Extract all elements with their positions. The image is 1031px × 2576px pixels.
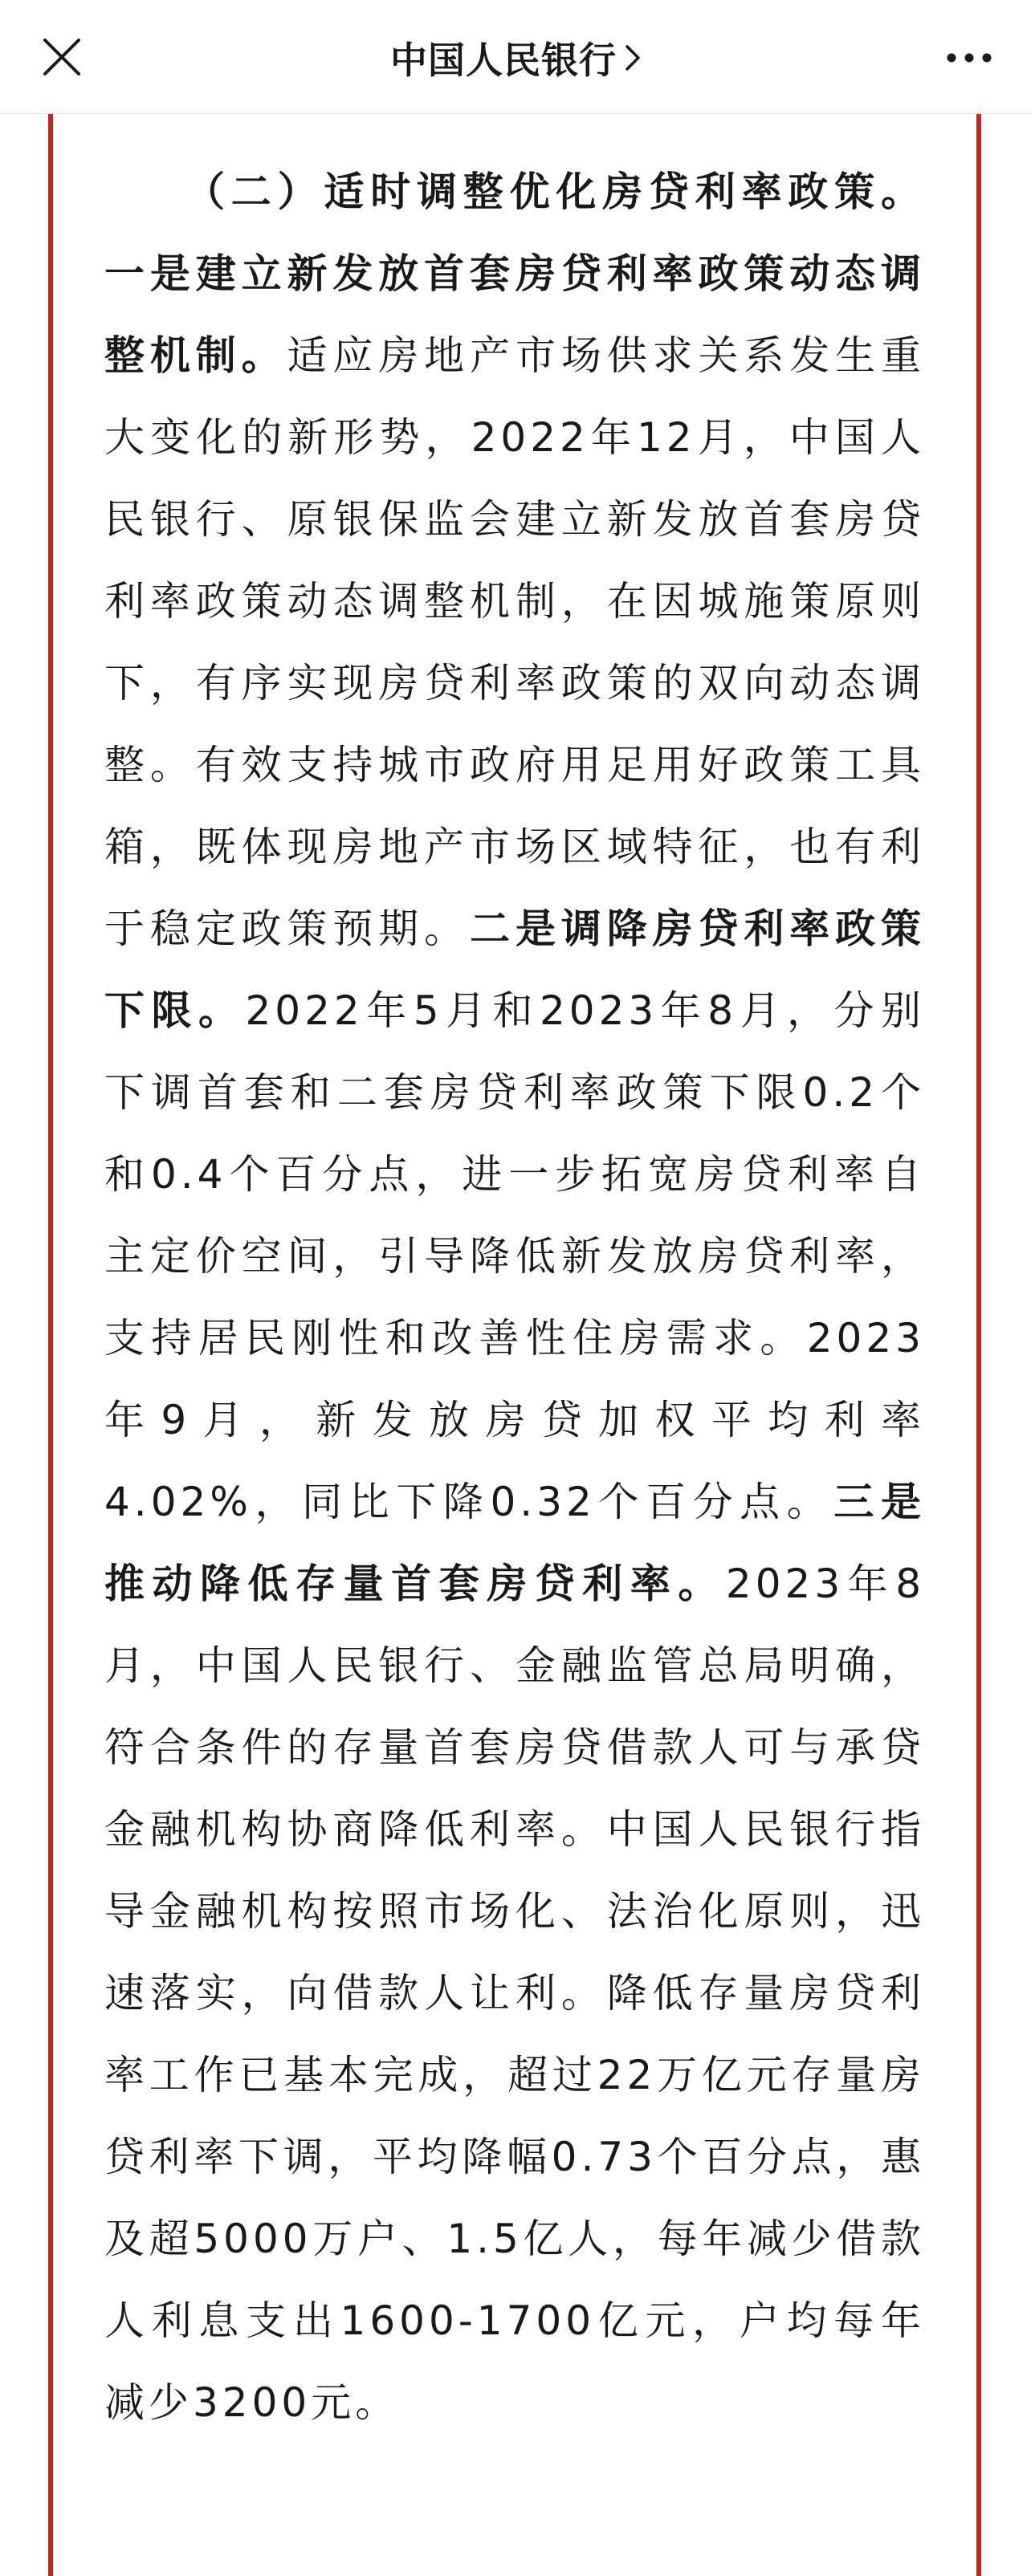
- more-options-button[interactable]: [944, 42, 994, 74]
- account-title: 中国人民银行: [390, 39, 617, 82]
- top-nav-bar: [0, 0, 1031, 114]
- article-paragraph: [104, 151, 925, 2444]
- body-text: 2023年8月，中国人民银行、金融监管总局明确，符合条件的存量首套房贷借款人可与承贷金融机构协商降低利率。中国人民银行指导金融机构按照市场化、法治化原则，迅速落实，向借款人让利。降低存量房贷利率工作已基本完成，超过22万亿元存量房贷利率下调，平均降幅0.73个百分点，惠及超5000万户、1.5亿人，每年减少借款人利息支出1600-1700亿元，户均每年减少3200元。: [104, 1561, 926, 2426]
- account-title-link[interactable]: [0, 35, 1031, 80]
- article-frame: [48, 114, 981, 2576]
- more-horizontal-icon: [944, 42, 994, 74]
- point-heading: 三是推动降低存量首套房贷利率。: [104, 1479, 926, 1607]
- section-heading: （二）适时调整优化房贷利率政策。一是建立新发放首套房贷利率政策动态调整机制。: [104, 169, 925, 379]
- point-heading: 二是调降房贷利率政策下限。: [104, 905, 926, 1034]
- body-text: 适应房地产市场供求关系发生重大变化的新形势，2022年12月，中国人民银行、原银保监会建立新发放首套房贷利率政策动态调整机制，在因城施策原则下，有序实现房贷利率政策的双向动态调整。有效支持城市政府用足用好政策工具箱，既体现房地产市场区域特征，也有利于稳定政策预期。: [104, 332, 926, 952]
- body-text: 2022年5月和2023年8月，分别下调首套和二套房贷利率政策下限0.2个和0.4个百分点，进一步拓宽房贷利率自主定价空间，引导降低新发放房贷利率，支持居民刚性和改善性住房需求。2023年9月，新发放房贷加权平均利率4.02%，同比下降0.32个百分点。: [104, 987, 926, 1525]
- chevron-right-icon: [625, 44, 641, 71]
